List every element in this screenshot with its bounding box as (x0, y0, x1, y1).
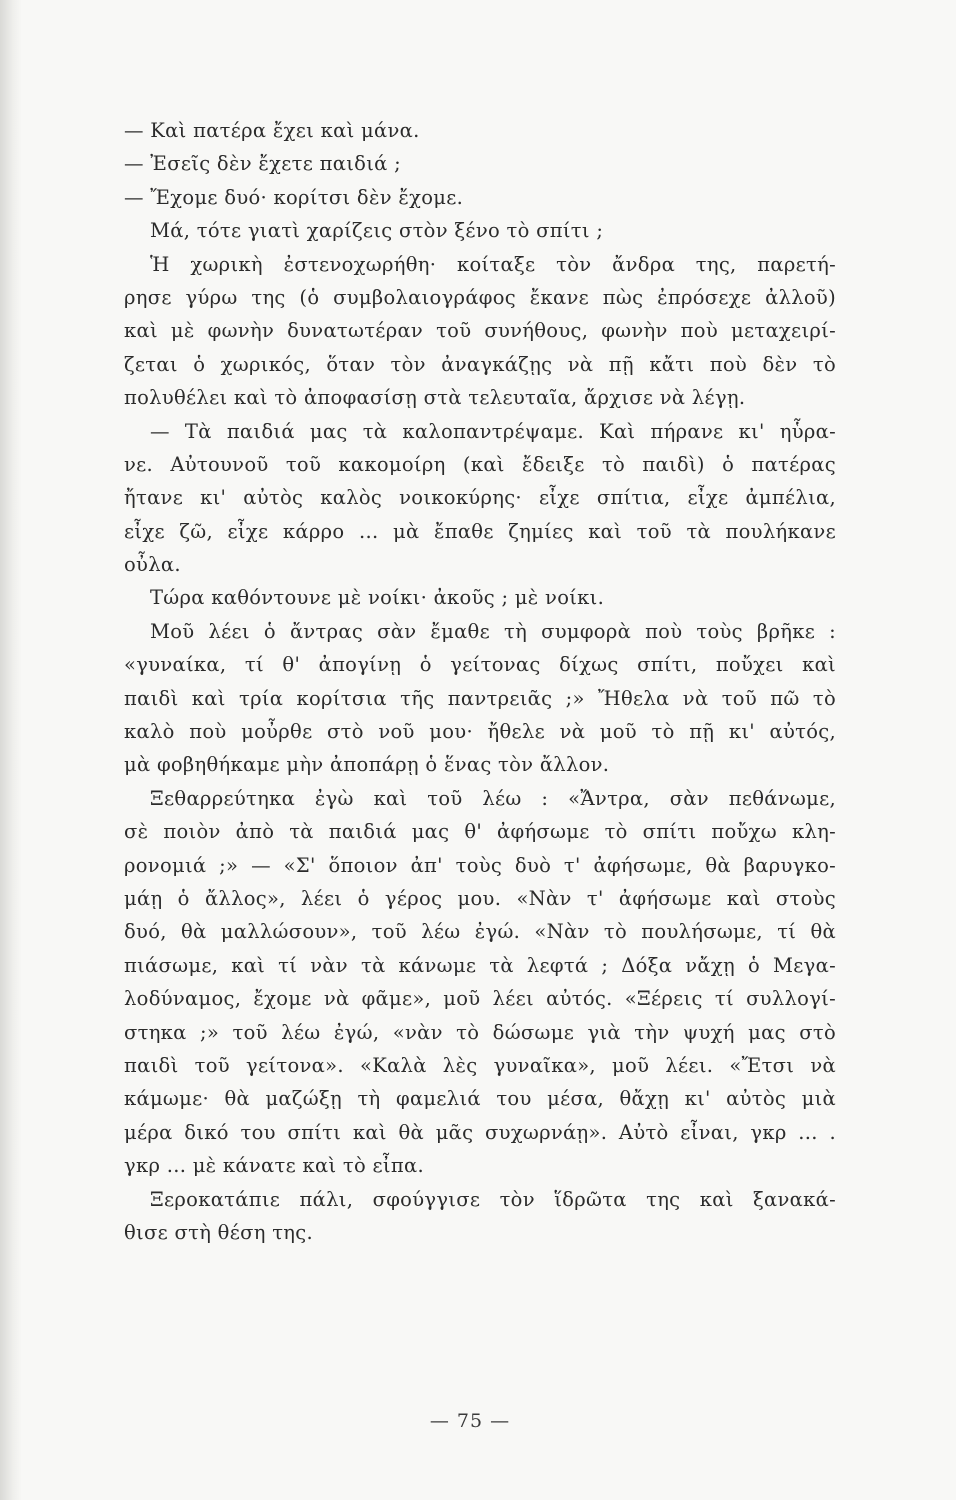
text-line: Τώρα καθόντουνε μὲ νοίκι· ἀκοῦς ; μὲ νοίκι. (150, 586, 605, 610)
text-line: — Καὶ πατέρα ἔχει καὶ μάνα. (124, 119, 420, 142)
text-line: σὲ ποιὸν ἀπὸ τὰ παιδιά μας θ' ἀφήσωμε τὸ σπίτι ποὔχω κλη- (124, 820, 836, 844)
text-line: γκρ ... μὲ κάνατε καὶ τὸ εἶπα. (124, 1154, 424, 1178)
text-line: παιδὶ τοῦ γείτονα». «Καλὰ λὲς γυναῖκα», μοῦ λέει. «Ἔτσι νὰ (124, 1053, 836, 1077)
text-line: ρονομιά ;» — «Σ' ὅποιον ἀπ' τοὺς δυὸ τ' ἀφήσωμε, θὰ βαρυγκο- (124, 853, 836, 877)
text-line: ζεται ὁ χωρικός, ὅταν τὸν ἀναγκάζῃς νὰ πῇ κἄτι ποὺ δὲν τὸ (124, 352, 836, 376)
text-line: καὶ μὲ φωνὴν δυνατωτέραν τοῦ συνήθους, φωνὴν ποὺ μεταχειρί- (124, 319, 836, 343)
text-line: παιδὶ καὶ τρία κορίτσια τῆς παντρειᾶς ;» Ἤθελα νὰ τοῦ πῶ τὸ (124, 686, 836, 710)
text-line: μέρα δικό του σπίτι καὶ θὰ μᾶς συχωρνάῃ». Αὐτὸ εἶναι, γκρ ... . (124, 1120, 836, 1144)
text-line: νε. Αὐτουνοῦ τοῦ κακομοίρη (καὶ ἔδειξε τὸ παιδὶ) ὁ πατέρας (124, 452, 836, 476)
text-line: καλὸ ποὺ μοὖρθε στὸ νοῦ μου· ἤθελε νὰ μοῦ τὸ πῇ κι' αὐτός, (124, 720, 836, 744)
text-line: θισε στὴ θέση της. (124, 1220, 314, 1244)
text-line: πιάσωμε, καὶ τί νὰν τὰ κάνωμε τὰ λεφτά ; Δόξα νἄχῃ ὁ Μεγα- (124, 953, 836, 977)
text-line: δυό, θὰ μαλλώσουν», τοῦ λέω ἐγώ. «Νὰν τὸ πουλήσωμε, τί θὰ (124, 920, 836, 944)
text-line: κάμωμε· θὰ μαζώξῃ τὴ φαμελιά του μέσα, θἄχῃ κι' αὐτὸς μιὰ (124, 1087, 836, 1111)
text-line: οὖλα. (124, 553, 181, 577)
page-number: — 75 — (429, 1410, 511, 1432)
text-line: εἶχε ζῶ, εἶχε κάρρο ... μὰ ἔπαθε ζημίες καὶ τοῦ τὰ πουλήκανε (124, 519, 836, 543)
body-text (124, 114, 836, 1249)
text-line: Ἡ χωρικὴ ἐστενοχωρήθη· κοίταξε τὸν ἄνδρα της, παρετή- (150, 252, 836, 276)
text-line: Μά, τότε γιατὶ χαρίζεις στὸν ξένο τὸ σπίτι ; (150, 219, 604, 243)
page-gutter-shadow (0, 0, 22, 1500)
text-line: μάῃ ὁ ἄλλος», λέει ὁ γέρος μου. «Νὰν τ' ἀφήσωμε καὶ στοὺς (124, 886, 836, 910)
text-line: — Ἐσεῖς δὲν ἔχετε παιδιά ; (124, 152, 401, 176)
text-line: Ξεθαρρεύτηκα ἐγὼ καὶ τοῦ λέω : «Ἄντρα, σὰν πεθάνωμε, (150, 786, 836, 810)
text-line: Μοῦ λέει ὁ ἄντρας σὰν ἔμαθε τὴ συμφορὰ ποὺ τοὺς βρῆκε : (150, 619, 836, 643)
text-line: στηκα ;» τοῦ λέω ἐγώ, «νὰν τὸ δώσωμε γιὰ τὴν ψυχή μας στὸ (124, 1020, 836, 1044)
text-line: «γυναίκα, τί θ' ἀπογίνῃ ὁ γείτονας δίχως σπίτι, ποὔχει καὶ (124, 653, 836, 677)
text-line: — Τὰ παιδιά μας τὰ καλοπαντρέψαμε. Καὶ πήρανε κι' ηὗρα- (150, 419, 836, 443)
text-line: ρησε γύρω της (ὁ συμβολαιογράφος ἔκανε πὼς ἐπρόσεχε ἀλλοῦ) (124, 285, 836, 309)
text-line: πολυθέλει καὶ τὸ ἀποφασίσῃ στὰ τελευταῖα, ἄρχισε νὰ λέγῃ. (124, 386, 746, 410)
text-line: μὰ φοβηθήκαμε μὴν ἀποπάρῃ ὁ ἕνας τὸν ἄλλον. (124, 753, 610, 777)
text-line: λοδύναμος, ἔχομε νὰ φᾶμε», μοῦ λέει αὐτός. «Ξέρεις τί συλλογί- (124, 987, 836, 1011)
text-line: Ξεροκατάπιε πάλι, σφούγγισε τὸν ἵδρῶτα της καὶ ξανακά- (150, 1187, 836, 1211)
text-line: ἤτανε κι' αὐτὸς καλὸς νοικοκύρης· εἶχε σπίτια, εἶχε ἀμπέλια, (124, 486, 836, 510)
text-line: — Ἔχομε δυό· κορίτσι δὲν ἔχομε. (124, 185, 464, 209)
